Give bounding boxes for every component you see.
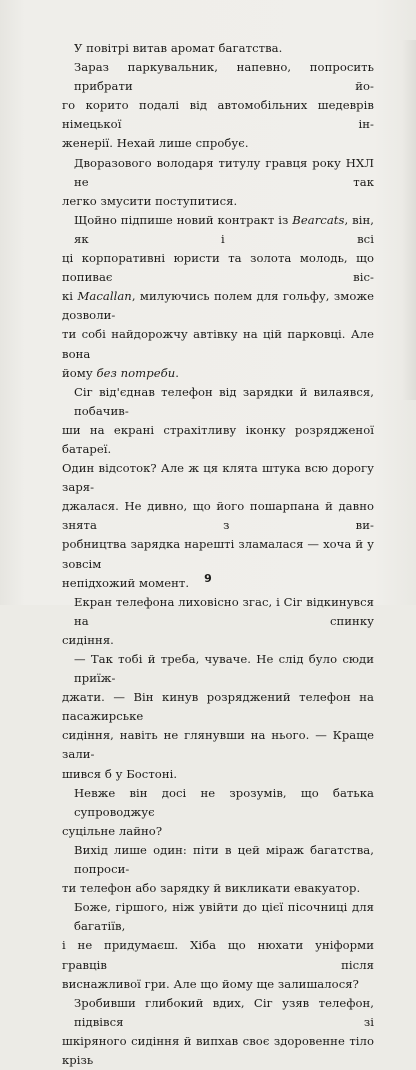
text-run: Один відсоток? Але ж ця клята штука всю дорогу заря- xyxy=(62,461,374,495)
text-run: джати. — Він кинув розряджений телефон на пасажирське xyxy=(62,690,374,724)
text-run: непідхожий момент. xyxy=(62,575,190,590)
text-run: шкіряного сидіння й випхав своє здоровенне тіло крізь xyxy=(62,1033,374,1067)
text-line xyxy=(62,249,374,287)
text-line xyxy=(62,994,374,1032)
text-run: ці корпоративні юристи та золота молодь, що попиває віс- xyxy=(62,251,374,285)
text-line xyxy=(62,459,374,497)
text-line xyxy=(62,154,374,192)
text-run: Вихід лише один: піти в цей міраж багатства, попроси- xyxy=(74,842,374,877)
text-line xyxy=(62,975,374,994)
text-line xyxy=(62,784,374,822)
text-line xyxy=(62,383,374,421)
text-run: сидіння. xyxy=(62,632,114,647)
text-run: Боже, гіршого, ніж увійти до цієї пісочниці для багатіїв, xyxy=(74,900,374,934)
text-line xyxy=(62,650,374,688)
text-line xyxy=(62,936,374,974)
italic-text: без потреби xyxy=(96,365,176,380)
text-run: Дворазового володаря титулу гравця року НХЛ не так xyxy=(74,155,374,189)
text-run: Зробивши глибокий вдих, Сіг узяв телефон, підвівся зі xyxy=(74,995,374,1029)
text-line xyxy=(62,96,374,134)
text-run: сидіння, навіть не глянувши на нього. — Краще зали- xyxy=(62,728,374,762)
text-run: суцільне лайно? xyxy=(62,823,163,838)
text-line xyxy=(62,631,374,650)
text-line xyxy=(62,822,374,841)
text-line xyxy=(62,765,374,784)
text-run: виснажливої гри. Але що йому ще залишалося? xyxy=(62,976,359,991)
text-line xyxy=(62,39,374,58)
text-line xyxy=(62,192,374,211)
text-run: — Так тобі й треба, чувачe. Не слід було сюди приїж- xyxy=(74,652,374,686)
text-run: йому xyxy=(62,365,97,380)
text-run: Невже він досі не зрозумів, що батька супроводжує xyxy=(74,785,374,819)
text-line xyxy=(62,134,374,153)
text-run: го корито подалі від автомобільних шедеврів німецької ін- xyxy=(62,98,374,132)
text-line xyxy=(62,364,374,383)
text-line xyxy=(62,287,374,325)
italic-text: Bearcats xyxy=(292,212,345,227)
text-line xyxy=(62,535,374,573)
text-run: ти собі найдорожчу автівку на цій парковці. Але вона xyxy=(62,327,374,361)
text-run: і не придумаєш. Хіба що нюхати уніформи гравців після xyxy=(62,938,374,972)
text-run: Сіг від'єднав телефон від зарядки й вилаявся, побачив- xyxy=(74,384,374,418)
text-line xyxy=(62,898,374,936)
text-line xyxy=(62,593,374,631)
text-run: Екран телефона лиховісно згас, і Сіг відкинувся на спинку xyxy=(74,594,374,628)
body-text xyxy=(62,39,374,1070)
text-line xyxy=(62,726,374,764)
text-line xyxy=(62,1032,374,1070)
text-line xyxy=(62,841,374,879)
text-run: ти телефон або зарядку й викликати евакуатор. xyxy=(62,881,361,896)
text-run: ши на екрані страхітливу іконку розрядженої батареї. xyxy=(62,422,374,456)
text-line xyxy=(62,325,374,363)
text-line xyxy=(62,211,374,249)
text-run: Щойно підпише новий контракт із xyxy=(74,212,293,227)
text-line xyxy=(62,497,374,535)
text-run: джалася. Не дивно, що його пошарпана й давно знята з ви- xyxy=(62,499,374,533)
text-run: . xyxy=(175,365,179,380)
text-run: , він, як і всі xyxy=(74,212,375,246)
text-line xyxy=(62,879,374,898)
text-line xyxy=(62,421,374,459)
text-run: шився б у Бостоні. xyxy=(62,766,178,781)
text-line xyxy=(62,58,374,96)
page-edge-shadow xyxy=(402,40,416,400)
text-run: женерії. Нехай лише спробує. xyxy=(62,136,249,151)
text-run: кі xyxy=(62,289,78,304)
page-number: 9 xyxy=(204,572,212,585)
italic-text: Macallan xyxy=(77,289,132,304)
text-run: робництва зарядка нарешті зламалася — хоча й у зовсім xyxy=(62,537,374,571)
text-run: Зараз паркувальник, напевно, попросить прибрати йо- xyxy=(74,60,374,94)
text-line xyxy=(62,688,374,726)
text-run: У повітрі витав аромат багатства. xyxy=(74,41,283,55)
text-run: , милуючись полем для гольфу, зможе дозволи- xyxy=(62,289,375,323)
text-run: легко змусити поступитися. xyxy=(62,193,238,208)
